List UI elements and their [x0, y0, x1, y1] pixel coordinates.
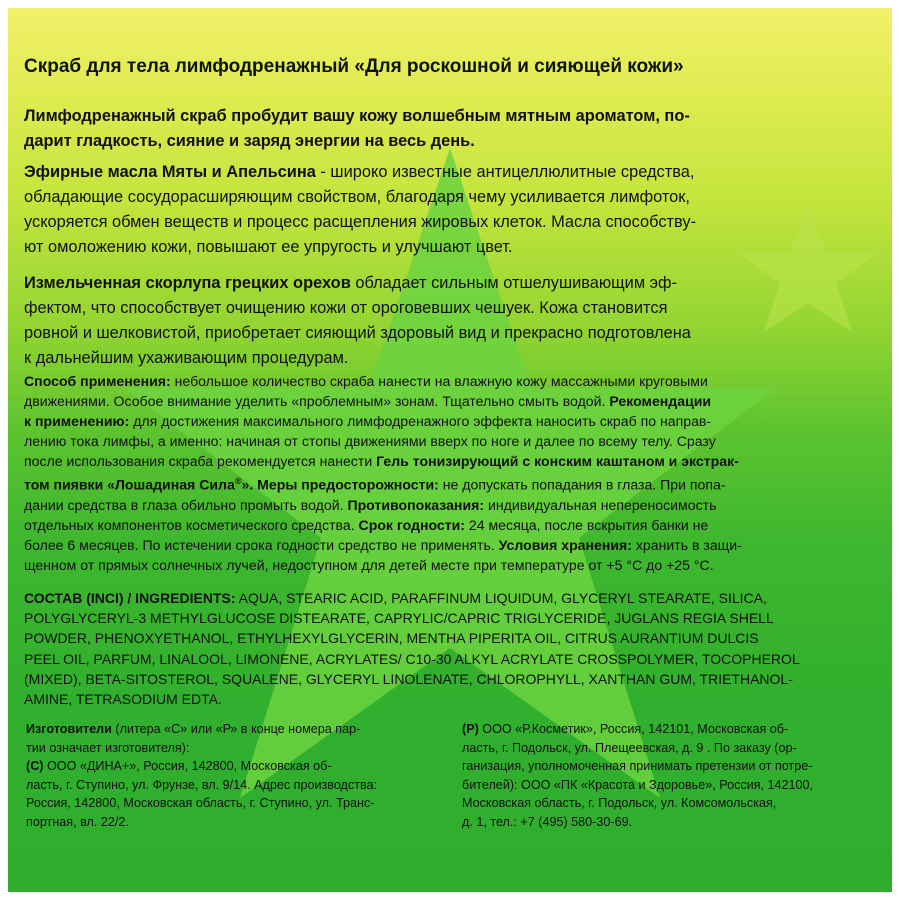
registered-mark: ®: [234, 476, 242, 486]
shelf-life-heading: Срок годности:: [358, 516, 465, 533]
ingredients-line: POWDER, PHENOXYETHANOL, ETHYLHEXYLGLYCERIN, MENTHA PIPERITA OIL, CITRUS AURANTIUM DULCIS: [24, 630, 759, 647]
manufacturer-r: (Р) ООО «Р.Косметик», Россия, 142101, Московская об- ласть, г. Подольск, ул. Плещеевская, д. 9 . По заказу (ор- ганизация, уполномоченная принимать претензии от потре- бителей): ООО «ПК «Красота и Здоровье», Россия, 142100, Московская область, г. Подольск, ул. Комсомольская, д. 1, тел.: +7 (495) 580-30-69.: [462, 722, 814, 829]
ingredients-line: AMINE, TETRASODIUM EDTA.: [24, 691, 222, 708]
composition-heading: СОСТАВ (INCI) / INGREDIENTS:: [24, 590, 236, 606]
shell-heading: Измельченная скорлупа грецких орехов: [24, 274, 351, 292]
intro-line: Лимфодренажный скраб пробудит вашу кожу волшебным мятным ароматом, по-: [24, 107, 690, 125]
manufacturer-c: Изготовители (литера «С» или «Р» в конце номера пар- тии означает изготовителя): (С) ООО «ДИНА+», Россия, 142800, Московская об- ласть, г. Ступино, ул. Фрунзе, вл. 9/14. Адрес производства: Россия, 142800, Московская область, г. Ступино, ул. Транс- портная, вл. 22/2.: [26, 722, 378, 829]
contraindications-heading: Противопоказания:: [347, 496, 485, 513]
label-panel: [8, 8, 892, 892]
usage-heading: Способ применения:: [24, 373, 171, 389]
product-title: Скраб для тела лимфодренажный «Для роскошной и сияющей кожи»: [24, 56, 684, 77]
recommendations-heading: Рекомендации: [609, 393, 712, 409]
storage-heading: Условия хранения:: [498, 536, 632, 553]
manufacturers-heading: Изготовители: [26, 722, 112, 736]
shell-text: обладает сильным отшелушивающим эф-: [350, 274, 677, 292]
oils-line: ускоряется обмен веществ и процесс расщепления жировых клеток. Масла способству-: [24, 213, 697, 231]
oils-paragraph: [24, 160, 696, 260]
composition-section: СОСТАВ (INCI) / INGREDIENTS: AQUA, STEARIC ACID, PARAFFINUM LIQUIDUM, GLYCERYL STEARATE, SILICA, POLYGLYCERYL-3 METHYLGLUCOSE DISTEARATE, CAPRYLIC/CAPRIC TRIGLYCERIDE, JUGLANS REGIA SHELL POWDER, PHENOXYETHANOL, ETHYLHEXYLGLYCERIN, MENTHA PIPERITA OIL, CITRUS AURANTIUM DULCIS PEEL OIL, PARFUM, LINALOOL, LIMONENE, ACRYLATES/ C10-30 ALKYL ACRYLATE CROSSPOLYMER, TOCOPHEROL (MIXED), BETA-SITOSTEROL, SQUALENE, GLYCERYL LINOLENATE, CHLOROPHYLL, XANTHAN GUM, TRIETHANOL- AMINE, TETRASODIUM EDTA.: [24, 588, 800, 709]
precautions-heading: ». Меры предосторожности:: [241, 476, 439, 493]
usage-section: Способ применения: небольшое количество скраба нанести на влажную кожу массажными круговыми движениями. Особое внимание уделить «проблемным» зонам. Тщательно смыть водой. Рекомендации к применению: для достижения максимального лимфодренажного эффекта наносить скраб по направ- лению тока лимфы, а именно: начиная от стопы движениями вверх по ноге и далее по всему телу. Сразу после использования скраба рекомендуется нанести Гель тонизирующий с конским каштаном и экстрак- том пиявки «Лошадиная Сила®». Меры предосторожности: не допускать попадания в глаза. При попа- дании средства в глаза обильно промыть водой. Противопоказания: индивидуальная непереносимость отдельных компонентов косметического средства. Срок годности: 24 месяца, после вскрытия банки не более 6 месяцев. По истечении срока годности средство не применять. Условия хранения: хранить в защи- щенном от прямых солнечных лучей, недоступном для детей месте при температуре от +5 °С до +25 °С.: [24, 373, 742, 573]
shell-paragraph: [24, 271, 691, 371]
ingredients-line: POLYGLYCERYL-3 METHYLGLUCOSE DISTEARATE, CAPRYLIC/CAPRIC TRIGLYCERIDE, JUGLANS REGIA SHELL: [24, 610, 774, 627]
shell-line: фектом, что способствует очищению кожи от ороговевших чешуек. Кожа становится: [24, 299, 668, 317]
oils-line: ют омоложению кожи, повышают ее упругость и улучшают цвет.: [24, 238, 513, 256]
oils-heading: Эфирные масла Мяты и Апельсина: [24, 163, 316, 181]
shell-line: к дальнейшим ухаживающим процедурам.: [24, 349, 349, 367]
shell-line: ровной и шелковистой, приобретает сияющий здоровый вид и прекрасно подготовлена: [24, 324, 691, 342]
ingredients-line: PEEL OIL, PARFUM, LINALOOL, LIMONENE, ACRYLATES/ C10-30 ALKYL ACRYLATE CROSSPOLYMER, TOCOPHEROL: [24, 650, 800, 667]
corner-star-icon: [738, 203, 878, 333]
intro-paragraph: [24, 104, 690, 154]
ingredients-line: (MIXED), BETA-SITOSTEROL, SQUALENE, GLYCERYL LINOLENATE, CHLOROPHYLL, XANTHAN GUM, TRIETHANOL-: [24, 670, 793, 687]
intro-line: дарит гладкость, сияние и заряд энергии на весь день.: [24, 132, 475, 150]
oils-line: обладающие сосудорасширяющим свойством, благодаря чему усиливается лимфоток,: [24, 188, 690, 206]
gel-product-name: Гель тонизирующий с конским каштаном и экстрак-: [376, 453, 739, 469]
oils-text: - широко известные антицеллюлитные средства,: [315, 163, 695, 181]
